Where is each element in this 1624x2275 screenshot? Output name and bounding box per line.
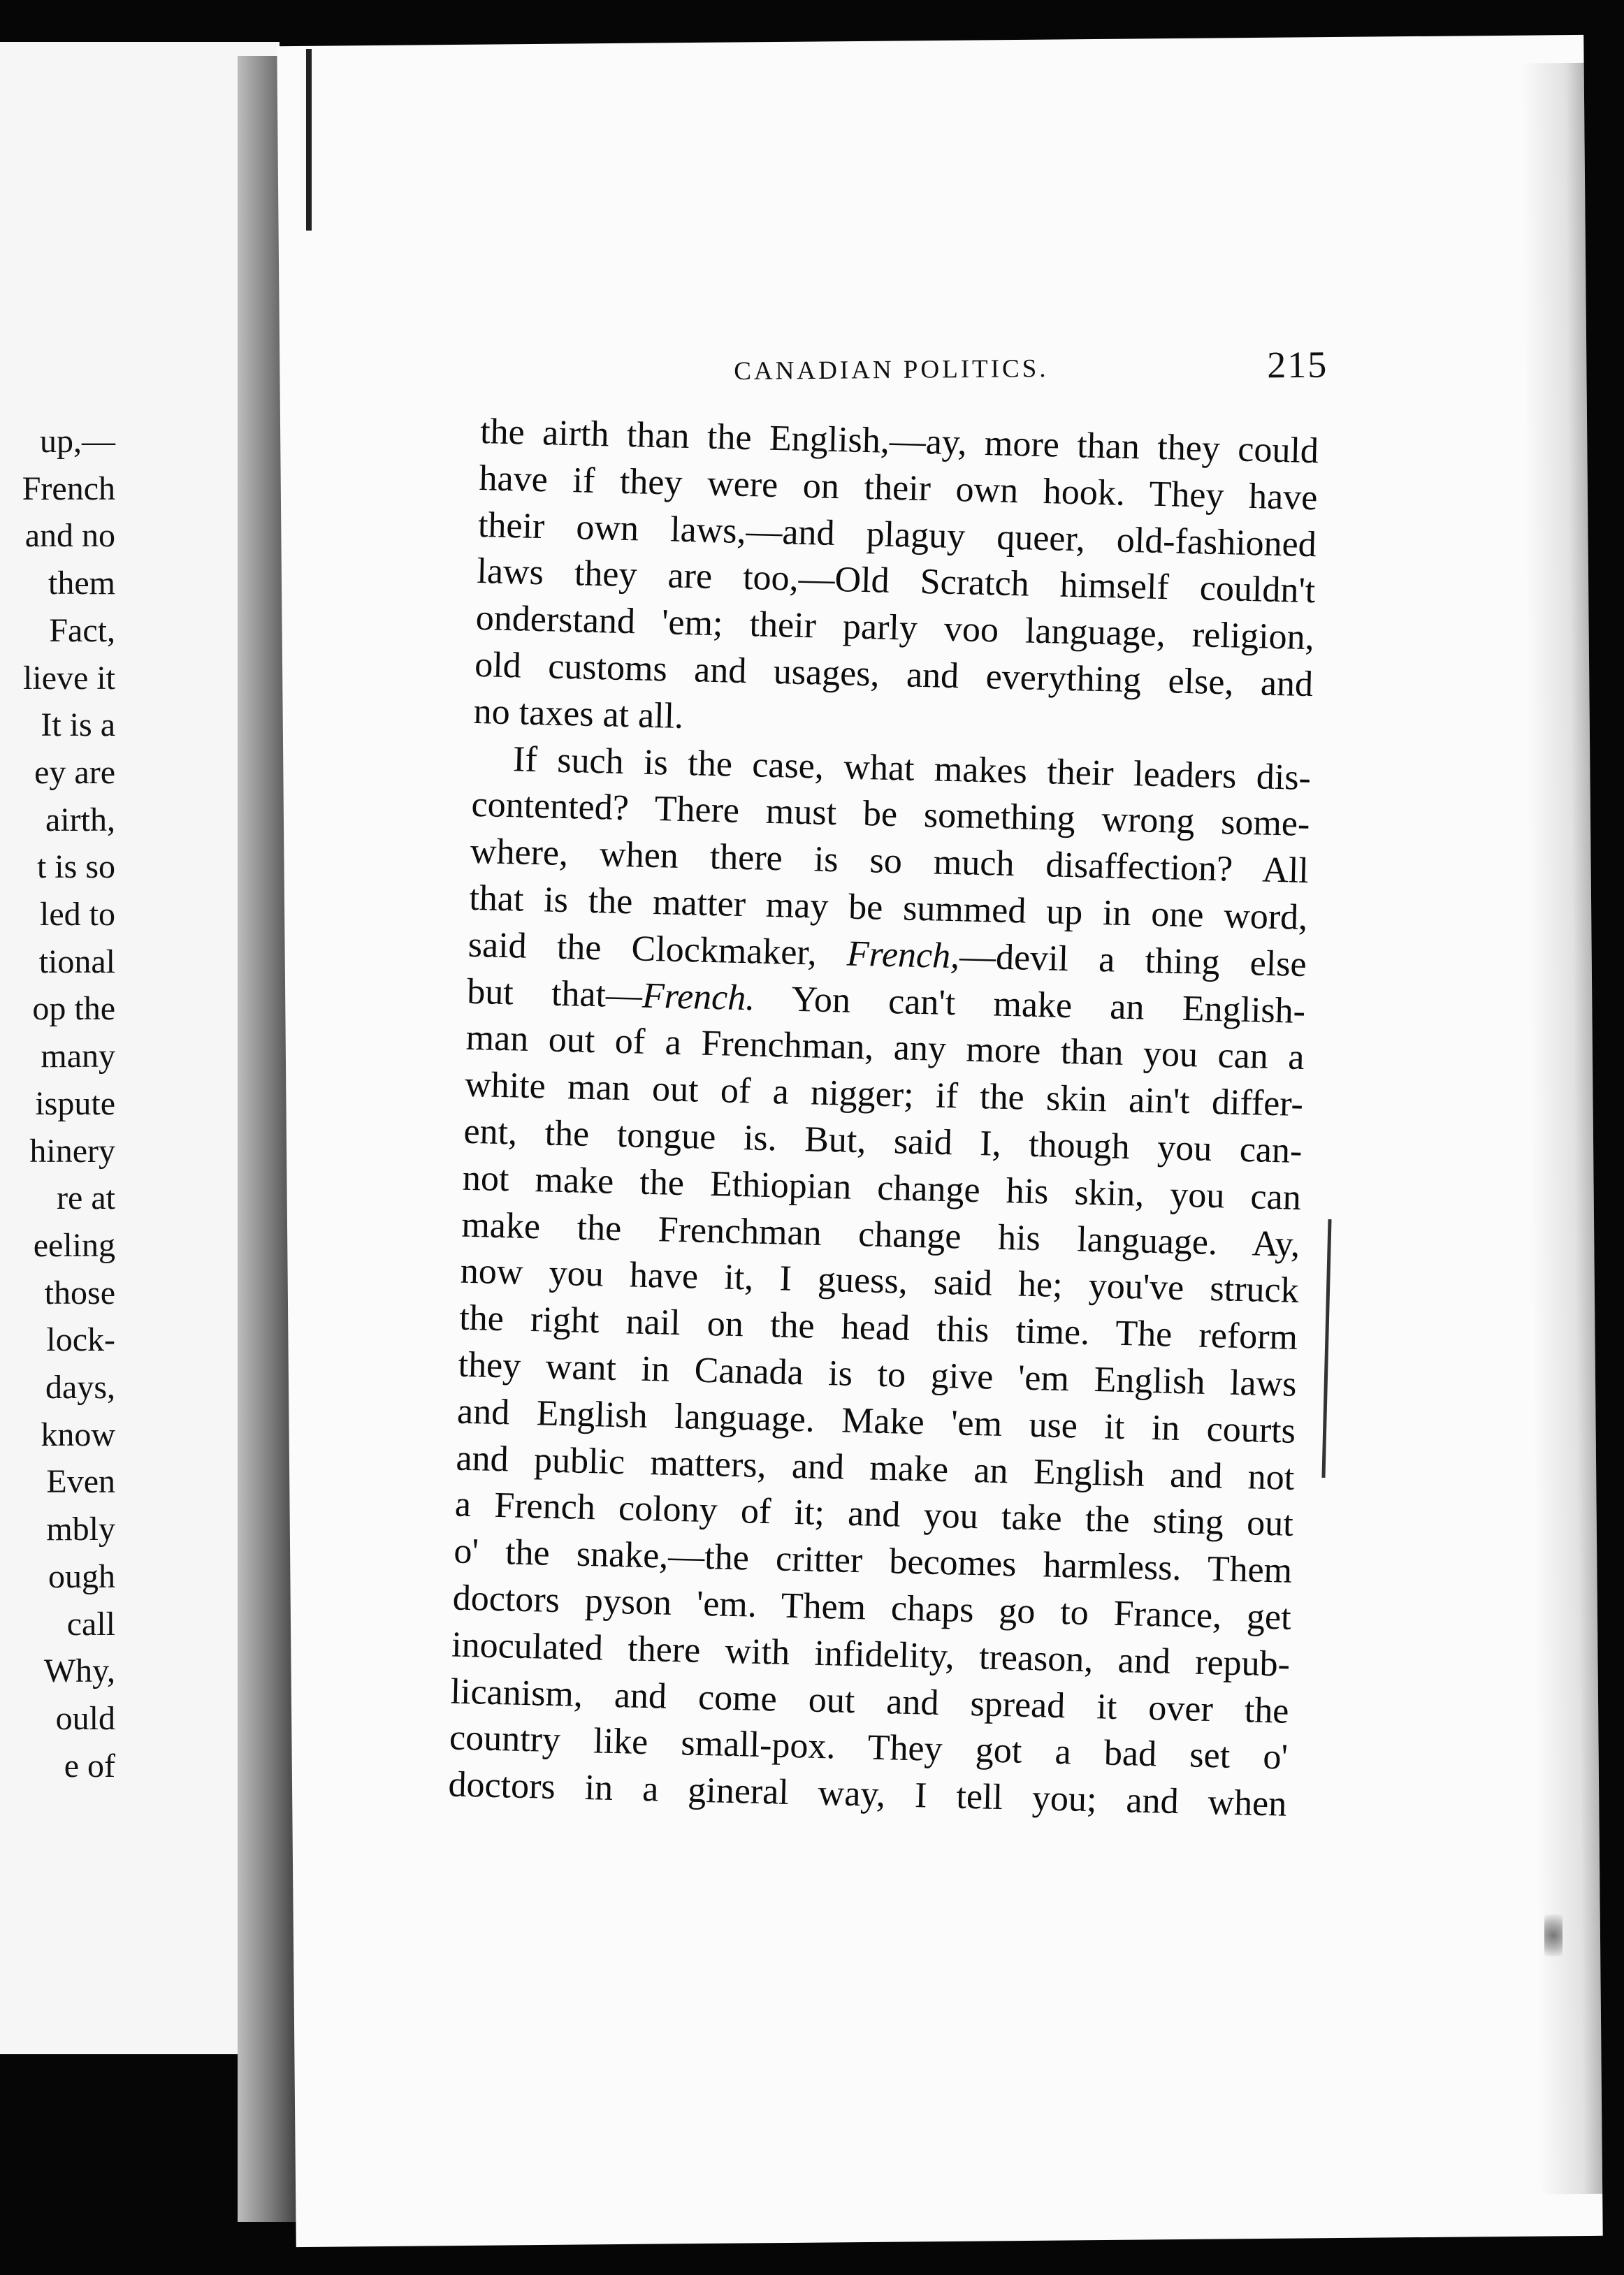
left-line: ispute (35, 1084, 115, 1122)
text-line: old customs and usages, and everything else, and (474, 644, 1314, 705)
left-line: and no (24, 517, 115, 555)
text-line: they want in Canada is to give 'em English laws (458, 1344, 1298, 1404)
left-line: many (41, 1038, 115, 1075)
text-line: white man out of a nigger; if the skin ain't differ- (464, 1064, 1304, 1125)
running-title: CANADIAN POLITICS. (734, 354, 1049, 386)
running-header (734, 344, 1328, 405)
paragraph-start-line: If such is the case, what makes their leaders dis- (512, 739, 1312, 798)
text-line: onderstand 'em; their parly voo language, religion, (475, 598, 1315, 658)
text-line: now you have it, I guess, said he; you've struck (460, 1251, 1300, 1311)
left-line: led to (40, 896, 115, 933)
left-line: up,— (40, 423, 115, 460)
text-line: a French colony of it; and you take the sting out (454, 1484, 1294, 1545)
text-line: contented? There must be something wrong some- (470, 785, 1310, 845)
left-line: days, (45, 1369, 115, 1407)
left-line: eeling (33, 1226, 115, 1264)
left-line: ough (48, 1557, 115, 1595)
left-line: t is so (36, 848, 115, 886)
text-line: doctors in a gineral way, I tell you; and when (447, 1764, 1287, 1824)
text-line: licanism, and come out and spread it over the (450, 1671, 1290, 1731)
text-line: doctors pyson 'em. Them chaps go to France, get (452, 1578, 1292, 1638)
text-line: the airth than the English,—ay, more than they could (479, 411, 1319, 472)
left-page-text-fragments (0, 418, 126, 1789)
left-line: airth, (45, 801, 115, 838)
left-line: op the (32, 990, 115, 1028)
left-line: ould (55, 1699, 115, 1737)
left-line: lieve it (23, 659, 115, 697)
text-line: man out of a Frenchman, any more than you can a (465, 1018, 1305, 1078)
text-line: that is the matter may be summed up in one word, (468, 878, 1308, 938)
text-line: not make the Ethiopian change his skin, you can (462, 1158, 1302, 1218)
left-line: re at (57, 1179, 115, 1217)
left-line: those (44, 1274, 115, 1311)
text-line: and public matters, and make an English and not (455, 1438, 1295, 1498)
page-number: 215 (1266, 343, 1328, 386)
left-line: Why, (43, 1652, 115, 1690)
text-span: —devil a thing else (959, 936, 1307, 984)
text-line: country like small-pox. They got a bad set o' (449, 1717, 1289, 1778)
left-line: Fact, (49, 611, 115, 649)
left-line: lock- (46, 1321, 115, 1359)
left-line: Even (46, 1463, 115, 1501)
binding-edge (306, 49, 312, 231)
text-line: make the Frenchman change his language. Ay, (461, 1205, 1300, 1265)
text-span: Yon can't make an English- (754, 978, 1306, 1031)
text-line: their own laws,—and plaguy queer, old-fashioned (477, 504, 1317, 565)
text-line: laws they are too,—Old Scratch himself couldn't (476, 551, 1316, 611)
italic-word: French. (641, 975, 755, 1019)
left-line: It is a (41, 706, 115, 744)
text-line: ent, the tongue is. But, said I, though you can- (463, 1111, 1303, 1171)
text-line: and English language. Make 'em use it in courts (456, 1391, 1296, 1451)
text-span: but that— (466, 971, 643, 1016)
text-span: said the Clockmaker, (467, 924, 818, 973)
text-line: where, when there is so much disaffection? All (470, 831, 1310, 892)
left-line: French (22, 470, 115, 507)
left-line: hinery (29, 1132, 115, 1170)
text-line: have if they were on their own hook. They have (478, 458, 1318, 518)
italic-word: French, (846, 933, 960, 977)
left-line: them (48, 565, 115, 602)
text-line: the right nail on the head this time. The reform (458, 1298, 1298, 1358)
left-line: tional (38, 943, 115, 980)
left-line: e of (64, 1747, 115, 1785)
text-line: inoculated there with infidelity, treason, and repub- (451, 1625, 1291, 1685)
text-line: o' the snake,—the critter becomes harmless. Them (453, 1531, 1293, 1591)
left-line: call (66, 1605, 115, 1643)
page-edge-blemish (1544, 1914, 1563, 1956)
left-line: ey are (34, 753, 115, 791)
text-line: no taxes at all. (473, 691, 684, 736)
left-line: mbly (46, 1511, 115, 1548)
left-line: know (41, 1416, 115, 1453)
body-text (448, 409, 1319, 1829)
